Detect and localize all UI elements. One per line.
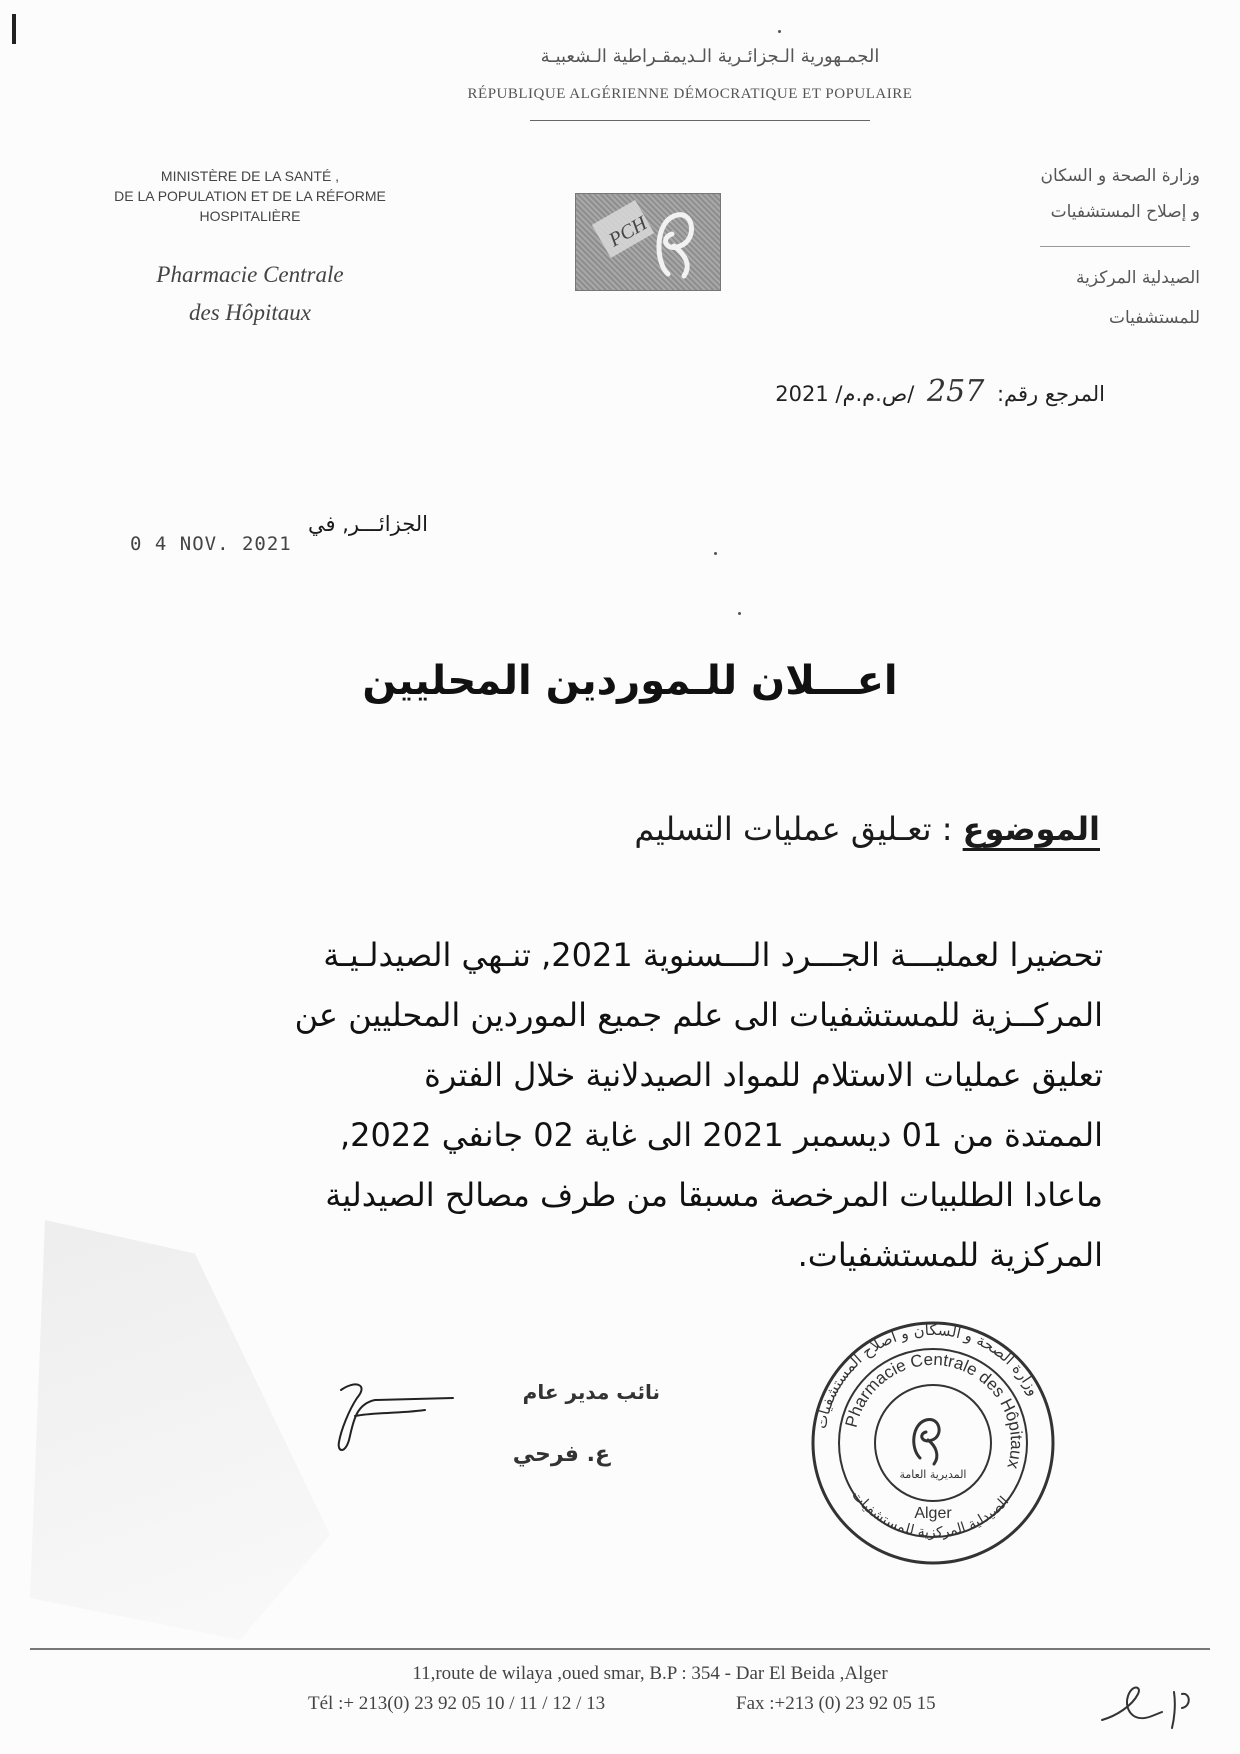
ministry-arabic-divider bbox=[1040, 246, 1190, 247]
footer-phone: Tél :+ 213(0) 23 92 05 10 / 11 / 12 / 13 bbox=[308, 1693, 606, 1714]
republic-name-arabic: الجمـهورية الـجزائـرية الـديمقـراطية الـشعبيـة bbox=[540, 46, 880, 67]
republic-name-french: RÉPUBLIQUE ALGÉRIENNE DÉMOCRATIQUE ET POPULAIRE bbox=[467, 86, 913, 102]
announcement-title: اعـــلان للـموردين المحليين bbox=[362, 658, 898, 704]
ministry-french bbox=[80, 166, 420, 226]
reference-number bbox=[600, 374, 1105, 409]
ministry-french-line: MINISTÈRE DE LA SANTÉ , bbox=[160, 168, 340, 184]
seal-inner-french: Pharmacie Centrale des Hôpitaux bbox=[841, 1349, 1027, 1471]
signatory-name: ع. فرحي bbox=[512, 1442, 610, 1467]
pharmacy-name-french bbox=[110, 256, 390, 332]
place-label: الجزائـــر, في bbox=[308, 512, 428, 536]
footer-address: 11,route de wilaya ,oued smar, B.P : 354 - Dar El Beida ,Alger bbox=[412, 1663, 888, 1684]
reference-handwritten-number: 257 bbox=[927, 374, 985, 409]
pharmacy-arabic-line: الصيدلية المركزية bbox=[1076, 268, 1200, 288]
footer-divider bbox=[30, 1648, 1210, 1650]
pharmacy-arabic-line: للمستشفيات bbox=[1108, 308, 1200, 328]
subject-text: : تعـليق عمليات التسليم bbox=[634, 810, 953, 848]
pharmacy-french-line: des Hôpitaux bbox=[188, 300, 311, 325]
body-line: المركــزية للمستشفيات الى علم جميع الموردين المحليين عن bbox=[294, 996, 1103, 1034]
seal-inner-text bbox=[842, 1350, 1026, 1472]
seal-center-text: المديرية العامة bbox=[899, 1468, 967, 1481]
body-paragraph bbox=[178, 925, 1103, 1285]
ministry-arabic-line: وزارة الصحة و السكان bbox=[1040, 166, 1200, 186]
reference-suffix: /ص.م.م/ 2021 bbox=[775, 382, 915, 406]
subject-label: الموضوع bbox=[962, 810, 1100, 848]
ministry-french-line: HOSPITALIÈRE bbox=[199, 208, 301, 224]
pharmacy-name-arabic bbox=[960, 258, 1200, 338]
pch-logo bbox=[575, 193, 721, 291]
logo-text: PCH bbox=[605, 212, 651, 252]
handwritten-signature bbox=[335, 1380, 455, 1460]
scan-edge-mark bbox=[12, 14, 16, 44]
reference-label: المرجع رقم: bbox=[996, 382, 1105, 406]
seal-city: Alger bbox=[914, 1505, 952, 1522]
body-line: ماعادا الطلبيات المرخصة مسبقا من طرف مصالح الصيدلية bbox=[325, 1176, 1103, 1214]
footer-fax: Fax :+213 (0) 23 92 05 15 bbox=[736, 1693, 936, 1714]
handwritten-initials bbox=[1092, 1676, 1212, 1736]
ministry-arabic-line: و إصلاح المستشفيات bbox=[1050, 202, 1200, 222]
body-line: تحضيرا لعمليـــة الجـــرد الـــسنوية 2021, تنـهي الصيدلـيـة bbox=[323, 936, 1103, 974]
official-seal bbox=[808, 1318, 1058, 1568]
subject-line bbox=[400, 810, 1100, 848]
header-divider bbox=[530, 120, 870, 121]
date-stamp: 0 4 NOV. 2021 bbox=[130, 533, 292, 555]
seal-outer-arabic: وزارة الصحة و السكان و اصلاح المستشفيات bbox=[811, 1320, 1044, 1431]
ministry-french-line: DE LA POPULATION ET DE LA RÉFORME bbox=[114, 188, 386, 204]
body-line: الممتدة من 01 ديسمبر 2021 الى غاية 02 جانفي 2022, bbox=[339, 1116, 1103, 1154]
pch-logo-graphic bbox=[576, 194, 720, 290]
ministry-arabic bbox=[960, 158, 1200, 230]
signatory-title: نائب مدير عام bbox=[522, 1380, 660, 1404]
pharmacy-french-line: Pharmacie Centrale bbox=[156, 262, 344, 287]
scan-speck bbox=[778, 30, 781, 33]
scan-speck bbox=[738, 612, 741, 615]
scan-speck bbox=[714, 552, 717, 555]
seal-bottom-arabic: الصيدلية المركزية للمستشفيات bbox=[848, 1487, 1013, 1541]
body-line: المركزية للمستشفيات. bbox=[797, 1236, 1103, 1274]
body-line: تعليق عمليات الاستلام للمواد الصيدلانية خلال الفترة bbox=[424, 1056, 1103, 1094]
